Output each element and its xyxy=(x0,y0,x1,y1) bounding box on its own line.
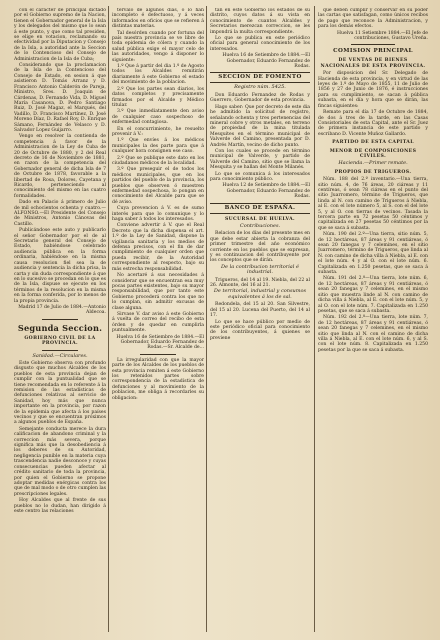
section-title: COMISION PRINCIPAL xyxy=(333,48,413,55)
paragraph: Cuya prevencion á V. es de sumo interés para que lo comunique y lo haga saber á todos los interesados. xyxy=(112,206,204,223)
paragraph: Lo que se comunica á los interesados para conocimiento público. xyxy=(210,171,310,182)
section-title: SECCION DE FOMENTO xyxy=(210,72,310,83)
separator xyxy=(140,354,177,355)
lot-entry: Núm. 192 del 2.º—Una tierra, lote núm. 7, de 12 hectáreas, 87 áreas y 91 centiáreas, ó sean 20 fanegas y 7 celemines, en el mismo sitio que linda al N. con el camino de dicha villa á Niebla, al E. con el lote núm. 6, y al S. con el lote núm. 8. Capitalizada en 1.250 pesetas por la que se saca á subasta. xyxy=(318,315,428,353)
lot-entry: Núm. 190 del 2.º—Una tierra, sitio núm. 5, de 12 hectáreas, 87 áreas y 91 centiáreas, ó sean 20 fanegas y 7 celemines, en el sitio Juarromero, término de Trigueros, que linda al N. con camino de dicha villa á Niebla, al E. con el lote núm. 4 y al O. con el lote núm. 6. Capitalizada en 1.250 pesetas, que se saca á subasta. xyxy=(318,232,428,276)
paragraph: Con los cuales se procede en término municipal de Valverde, y partido de Valverde del Camino, sitio que se llama la Mesquita y se hallan del Monte Milanés. xyxy=(210,148,310,171)
lot-entry: Núm. 191 del 2.º—Una tierra, lote núm. 6, de 12 hectáreas, 87 áreas y 91 centiáreas, ó sean 20 fanegas y 7 celemines, en el mismo sitio que muestra linde al N. con camino de dicha villa á Niebla, al E. con el lote núm. 5, y al O. con el lote núm. 7. Capitalizada en 1.250 pesetas, que se saca á subasta. xyxy=(318,276,428,314)
paragraph: tervalo de algunos días, ó lo han incompleto é defectuoso, y á veces informados en oficios que se refieren á distintas materias. xyxy=(112,8,204,30)
column-rule xyxy=(206,6,207,632)
paragraph: Lo que se hace público por medio de este periódico oficial para conocimiento de los contribuyentes, á quienes se previene xyxy=(210,319,310,341)
paragraph: Tal desórden cuando por fortuna del país nuestra provincia se ve libre de toda epidemia de cólera y cuando la salud pública exige el mayor celo de las autoridades, vengo á disponer lo siguiente: xyxy=(112,30,204,63)
paragraph: Remate para el día 17 de Octubre de 1884, de dos á tres de la tarde, en las Casas Consistoriales de esta Capital, ante el Sr. Juez de primera instancia de este partido y escribano D. Vicente Muñoz Gallardo. xyxy=(318,110,428,137)
paragraph: que deben cumplir y conservar en su poder las cartas que satisfagan, como únicos recibos de pago que reconoce la Administracion, y para los demás efectos. xyxy=(318,8,428,30)
town-list: Trigueros, del 14 al 19. Niebla, del 22 al 26. Almonte, del 16 al 21. xyxy=(210,277,310,289)
separator xyxy=(42,350,79,351)
town-list: Redondela, del 15 al 20. San Silvestre, del 15 al 20. Lucena del Puerto, del 14 al 17. xyxy=(210,302,310,319)
column-rule xyxy=(108,6,109,632)
paragraph: Por disposicion del Sr. Delegado de Hacienda de esta provincia, y en virtud de las leyes de 1.º de Mayo de 1855, 11 de Julio de 1856 y 27 de Junio de 1876, é instrucciones para su cumplimiento, se sacan á pública subasta, en el día y hora que se dirán, las fincas siguientes: xyxy=(318,71,428,109)
column-rule xyxy=(314,6,315,632)
paragraph: 3.º Que inmediatamente den aviso de cualquier caso sospechoso de enfermedad contagiosa. xyxy=(112,109,204,126)
hacienda-heading: Hacienda.—Primer remate. xyxy=(338,160,408,167)
separator xyxy=(351,44,395,45)
paragraph: Dado en Palacio á primero de Julio de mil ochocientos ochenta y cuatro.—ALFONSO.—El Presidente del Consejo de Ministros, Antonio Cánovas del Castillo. xyxy=(14,200,106,227)
paragraph: 2.º Que se publique este dato en los ciudadanos médicos de la localidad. xyxy=(112,155,204,166)
paragraph: Conviene advertir á V. que el Real Decreto que la dicha dispensa el art. 1.º de la Ley de Sanidad, dispone la vigilancia sanitaria y los medios de defensa precisos, con el fin de dar cumplimiento de cualquier orden que pueda recibir, de la Autoridad correspondiente al respecto, bajo su más estrecha responsabilidad. xyxy=(112,223,204,272)
paragraph: Considerando que la proclamacion de la Isla de la Contencioso del Consejo de Estado, en sesion á que asistieron D. Tomás Arranz y D. Francisco Antonio Calderón de Pareja, Ministro, Sres. D. Joaquin de Cárdenas, D. Fernando Vida, D. Miguel María Casanova, D. Pedro Santiago Ruiz, D. José Magaz, el Marqués, del Vadillo, D. Francisco Martínez, D. José Moreno Díaz, D. Rafael Roy, D. Enrique Sámano, Fernández de Velasco y D. Salvador Lopez Guijarro. xyxy=(14,63,106,133)
paragraph: Lo que se publica en este periódico oficial para general conocimiento de los interesados. xyxy=(210,36,310,52)
paragraph: Este Gobierno observa con profundo disgusto que muchos Alcaldes de los pueblos de esta provincia dejan de cumplir con la puntualidad que se tiene recomendada en lo referente á la remision de las estadísticas de defunciones relativas al servicio de Sanidad, hoy más que nunca importante en la provincia, por razon de la epidemia que afecta á los países vecinos y que se encuentran próximos a algunos pueblos de España. xyxy=(14,360,106,426)
column-1 xyxy=(14,8,106,630)
paragraph: 3.º Que preseguir el de todos los médicos municipales, que en los partidos del pueblo de la provincia, los pueblos que observen ó muestren enfermedad sospechosa, lo pongan en conocimiento del Alcalde para que se dé aviso. xyxy=(112,167,204,205)
paragraph: 1.º Que á partir del dia 1.º de Agosto todos los Alcaldes remitirán diariamente á este Gobierno el estado del movimiento de la poblacion. xyxy=(112,64,204,86)
registry-number: Registro núm. 5425. xyxy=(234,84,286,91)
paragraph: Hoy Alcaldes que al frente de sus pueblos no lo dudan, han dirigido á este centro las relaciones xyxy=(14,498,106,514)
menor-heading: MENOR DE COMPOSICIONES CIVILES. xyxy=(329,148,417,159)
paragraph: 1.º Que envíes á los médicos municipales la des parte para que á cualquier hora consignen ese caso. xyxy=(112,138,204,155)
signature-line: Huelva 12 de Setiembre de 1884.—El Gobernador, Eduardo Fernandez de Rodas. xyxy=(222,183,310,200)
paragraph: Sirvase V. dar aviso á este Gobierno á vuelta de correo del recibo de esta órden y de quedar en cumplirla puntualmente. xyxy=(112,311,204,334)
paragraph: con el carácter de principal dictado por el Gobierno supremo de la Nacion, tienen el Gobernador general de la Isla y los delegados del mismo que lo sean á este punto, y que como tal presiden, se elige en votacion, reclamando su efectividad por la Diputacion y Consejo de la Isla, a autoridad ante la Seccion de lo Contencioso del Consejo de Administracion de la Isla de Cuba; xyxy=(14,8,106,62)
paragraph: tan en este Gobierno los estados de su distrito, cuyos datos á su vista en conocimiento de cuantos Alcaldes y Secretarios merezcan correccion, se les impondrá la multa correspondiente. xyxy=(210,8,310,35)
paragraph: Vengo en resolver la contienda de competencia á favor de la Administracion de la Ley de Cuba de 20 de Octubre de 1880, y 2 del Real decreto de 16 de Noviembre de 1881, en razon de la competencia del Gobernador general de dicha Isla de 7 de Octubre de 1878, favorable a la libertad de Rosa, Dolores, Cayetana y Ricardo, perteneciendo al conocimiento del mismo en las cuatro formalidades. xyxy=(14,134,106,199)
section-subtitle: DE VENTAS DE BIENES NACIONALES DE ESTA PROVINCIA. xyxy=(320,58,426,69)
paragraph: La irregularidad con que la mayor parte de los Alcaldes de los pueblos de esta provincia remiten á este Gobierno los retenidos partes sobre correspondencia de la estadística de defunciones y al movimiento de la poblacion, me obliga á recordarles su obligacion: xyxy=(112,357,204,401)
paragraph: Semejante conducta merece la dura calificacion de abandono criminal y la correccion más severa, porque significa más que la desobediencia á los deberes de su Autoridad, negligencia punible en la materia cuya trascendencia nadie desconoce y cuyas consecuencias pueden afectar al crédito sanitario de toda la provincia, por quien el Gobierno se propone adoptar medidas enérgicas contra los que de mal modo o de otro cumplen las prescripciones legales. xyxy=(14,426,106,497)
column-4 xyxy=(318,8,428,630)
section-subtitle: GOBIERNO CIVIL DE LA PROVINCIA. xyxy=(24,335,96,347)
subsection-heading: Contribuciones. xyxy=(239,223,281,229)
section-title: Segunda Seccion. xyxy=(17,322,103,333)
paragraph: No acertaré á sus necesidades á considerar que se encuentran esa muy pocas partes existentes, bajo su mayor responsabilidad, que por tanto este Gobierno procederá contra los que no lo cumplan, sin admitir excusas de clase alguna. xyxy=(112,273,204,311)
separator xyxy=(42,319,79,320)
paragraph: Publicándose este auto y publicarlo el señor Gobernador por el de al Secretario general del Consejo de Estado, habiéndose celebrado audiencia pública en la forma ordinaria, habiéndose en la misma causa resolucion fiel sea la de audiencia y sentencia la dicha prisa, la carta y sin duda correspondiente á que en lo sucesivo se procedan en lo que es de la Isla, dispuse se ejecute en los términos de la resolucion en la misma en la forma conferida, por lo menos de la propia provincia. xyxy=(14,228,106,304)
subsection-heading: De territorial, industrial y consumos equivalentes á los de sal. xyxy=(213,288,307,300)
paragraph: Don Eduardo Fernandez de Rodas y Guerrero, Gobernador de esta provincia. xyxy=(210,92,310,104)
signature-line: Huelva 11 Setiembre 1884.—El Jefe de contribuciones, Gustavo Ureña. xyxy=(337,30,428,42)
subsection-heading: Sanidad.—Circulares. xyxy=(32,352,88,359)
subsection-heading: De la contribucion territorial é industrial. xyxy=(221,263,299,276)
signature-line: Huelva 16 de Setiembre de 1884.—El Gobernador, Eduardo Fernandez de Rodas.—Sr. Alcalde de... xyxy=(116,334,204,351)
paragraph: En el concurrimiento, he resuelto prevenir á V.: xyxy=(112,126,204,137)
signature-line: Madrid 17 de Julio de 1884.—Antonio Aldecoa. xyxy=(18,304,106,316)
bank-title: BANCO DE ESPAÑA. xyxy=(210,203,310,214)
bank-subtitle: SUCURSAL DE HUELVA. xyxy=(224,216,296,222)
paragraph: Relacion de los días del presente mes en que debe estar abierta la cobranza del primer trimestre del año económico corriente en los pueblos que se expresan, y es continuacion del contribuyente por los conceptos que se dirán. xyxy=(210,231,310,264)
paragraph: Hago saber: Que por decreto de este dia he admitido la solicitud de registro, señalando ochenta y tres pertenencias del mineral cobre y otros metales, en terreno de propiedad de la mina titulada Mesquites en el término municipal de Valverde del Camino, presentada por D. Andrés Martín, vecino de dicho punto. xyxy=(210,104,310,148)
partido-heading: PARTIDO DE ESTA CAPITAL xyxy=(332,140,414,146)
signature-line: Huelva 16 de Setiembre de 1884.—El Gobernador, Eduardo Fernandez de Rodas. xyxy=(222,53,310,70)
propios-heading: PROPIOS DE TRIGUEROS. xyxy=(334,169,412,175)
lot-entry: Núm. 188 del 2.º inventario.—Una tierra, sitio núm. 4, de 76 áreas, 20 ciáreas y 11 centíreas, ó sean 78 ciáreas en el punto del sitio Juarromero, término de Trigueros, que linda al N. con camino de Trigueros á Niebla, al E. con el lote número 5, al S. con el del lote 5, y al O. con tierras de vecinos. Tasada la tercera parte en 72 pesetas 50 céntimos y capitalizada en 27 pesetas 50 céntimos por la que se saca á subasta. xyxy=(318,177,428,231)
paragraph: 2.º Que los partes sean diarios, los datos completos y precisamente firmados por el Alcalde y Médico titular. xyxy=(112,86,204,108)
column-2 xyxy=(112,8,204,630)
column-3 xyxy=(210,8,310,630)
